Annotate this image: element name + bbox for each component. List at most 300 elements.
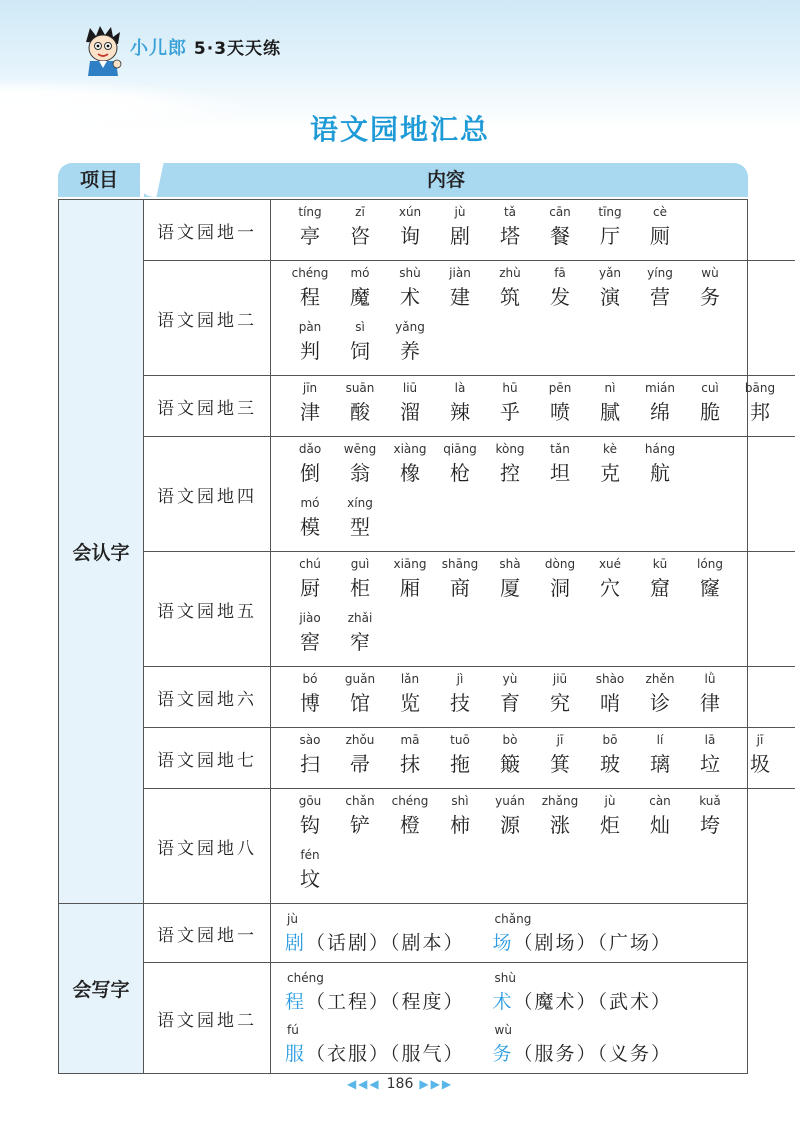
- page-arrows-right-icon: ▶▶▶: [419, 1077, 454, 1091]
- row-content: [271, 200, 795, 260]
- table-row: [144, 260, 795, 375]
- pinyin: lǜ: [704, 672, 716, 686]
- char-item: [285, 608, 335, 662]
- hanzi: 览: [400, 691, 420, 715]
- row-content: [271, 552, 795, 666]
- pinyin: mó: [300, 496, 320, 510]
- pinyin: lǎn: [400, 672, 420, 686]
- write-text: [285, 1039, 465, 1069]
- table-row: [144, 375, 795, 436]
- char-item: [435, 378, 485, 432]
- pinyin: jī: [756, 733, 764, 747]
- char-item: [335, 378, 385, 432]
- pinyin: fā: [554, 266, 566, 280]
- hanzi: 航: [650, 461, 670, 485]
- hanzi: 璃: [650, 752, 670, 776]
- char-item: [335, 730, 385, 784]
- hanzi: 律: [700, 691, 720, 715]
- char-item: [335, 317, 385, 371]
- row-label: 语文园地六: [144, 667, 271, 727]
- pinyin: bāng: [744, 381, 776, 395]
- pinyin: tīng: [598, 205, 622, 219]
- pinyin: lā: [704, 733, 716, 747]
- hanzi: 诊: [650, 691, 670, 715]
- pinyin: jiàn: [449, 266, 471, 280]
- pinyin: xiāng: [393, 557, 427, 571]
- hanzi: 辣: [450, 400, 470, 424]
- pinyin: mā: [400, 733, 420, 747]
- hanzi: 乎: [500, 400, 520, 424]
- section-body: [144, 200, 795, 903]
- brand-main: 小儿郎: [130, 38, 187, 59]
- char-item: [535, 669, 585, 723]
- hanzi: 柜: [350, 576, 370, 600]
- hanzi: 炬: [600, 813, 620, 837]
- write-char: 服: [285, 1043, 307, 1065]
- write-char: 场: [492, 932, 514, 954]
- header-content-label: 内容: [426, 169, 465, 191]
- pinyin: jì: [456, 672, 464, 686]
- char-line: [285, 608, 785, 662]
- hanzi: 酸: [350, 400, 370, 424]
- char-item: [285, 730, 335, 784]
- pinyin: jù: [454, 205, 466, 219]
- char-item: [585, 791, 635, 845]
- row-label: 语文园地四: [144, 437, 271, 551]
- example-words: （服务）（义务）: [513, 1043, 673, 1065]
- char-item: [635, 791, 685, 845]
- char-item: [485, 554, 535, 608]
- char-item: [285, 263, 335, 317]
- pinyin: xué: [598, 557, 622, 571]
- hanzi: 究: [550, 691, 570, 715]
- pinyin: yù: [502, 672, 518, 686]
- table-body: [58, 199, 776, 1074]
- hanzi: 扫: [300, 752, 320, 776]
- hanzi: 模: [300, 515, 320, 539]
- hanzi: 克: [600, 461, 620, 485]
- char-item: [285, 439, 335, 493]
- char-item: [385, 378, 435, 432]
- char-item: [635, 730, 685, 784]
- pinyin: yuán: [495, 794, 525, 808]
- char-item: [285, 669, 335, 723]
- pinyin: cuì: [701, 381, 719, 395]
- hanzi: 育: [500, 691, 520, 715]
- example-words: （剧场）（广场）: [513, 932, 673, 954]
- char-item: [535, 263, 585, 317]
- pinyin: zhǎng: [541, 794, 579, 808]
- pinyin: xiàng: [393, 442, 427, 456]
- hanzi: 魔: [350, 285, 370, 309]
- hanzi: 厦: [500, 576, 520, 600]
- row-content: [271, 667, 795, 727]
- hanzi: 技: [450, 691, 470, 715]
- row-label: 语文园地七: [144, 728, 271, 788]
- pinyin: chú: [299, 557, 321, 571]
- char-item: [585, 378, 635, 432]
- header-content: [144, 163, 748, 197]
- pinyin: yǎn: [598, 266, 622, 280]
- table-row: [144, 200, 795, 260]
- row-label: 语文园地二: [144, 261, 271, 375]
- section-recognize: [59, 199, 776, 903]
- pinyin: háng: [644, 442, 676, 456]
- pinyin: xíng: [347, 496, 373, 510]
- pinyin: kòng: [495, 442, 525, 456]
- hanzi: 倒: [300, 461, 320, 485]
- char-item: [285, 493, 335, 547]
- table-row: [144, 904, 747, 962]
- hanzi: 灿: [650, 813, 670, 837]
- pinyin: wù: [701, 266, 719, 280]
- write-line: [285, 906, 737, 958]
- pinyin: chǎn: [345, 794, 375, 808]
- hanzi: 厨: [300, 576, 320, 600]
- char-item: [335, 202, 385, 256]
- hanzi: 坦: [550, 461, 570, 485]
- char-item: [335, 554, 385, 608]
- pinyin: shù: [494, 971, 516, 985]
- row-content: [271, 437, 795, 551]
- char-item: [535, 439, 585, 493]
- char-line: [285, 554, 785, 608]
- pinyin: yíng: [647, 266, 673, 280]
- brand: [130, 34, 281, 60]
- brand-sub: 5·3天天练: [193, 39, 282, 59]
- pinyin: gōu: [298, 794, 322, 808]
- hanzi: 塔: [500, 224, 520, 248]
- char-item: [685, 554, 735, 608]
- char-item: [585, 730, 635, 784]
- row-label: 语文园地五: [144, 552, 271, 666]
- pinyin: jù: [604, 794, 616, 808]
- hanzi: 绵: [650, 400, 670, 424]
- pinyin: fén: [300, 848, 320, 862]
- char-item: [385, 669, 435, 723]
- write-text: [493, 928, 673, 958]
- char-item: [385, 554, 435, 608]
- char-item: [635, 202, 685, 256]
- write-text: [285, 928, 465, 958]
- char-item: [685, 263, 735, 317]
- hanzi: 涨: [550, 813, 570, 837]
- pinyin: shù: [399, 266, 421, 280]
- hanzi: 筑: [500, 285, 520, 309]
- char-item: [285, 791, 335, 845]
- row-content: [271, 789, 795, 903]
- pinyin: zī: [355, 205, 365, 219]
- char-item: [385, 439, 435, 493]
- char-item: [685, 378, 735, 432]
- pinyin: lí: [656, 733, 664, 747]
- hanzi: 钩: [300, 813, 320, 837]
- char-item: [285, 317, 335, 371]
- pinyin: guǎn: [344, 672, 376, 686]
- pinyin: hū: [502, 381, 518, 395]
- hanzi: 厅: [600, 224, 620, 248]
- char-item: [635, 554, 685, 608]
- pinyin: qiāng: [443, 442, 477, 456]
- hanzi: 演: [600, 285, 620, 309]
- hanzi: 厕: [650, 224, 670, 248]
- write-entry: [493, 910, 673, 958]
- pinyin: lóng: [697, 557, 723, 571]
- pinyin: xún: [398, 205, 422, 219]
- hanzi: 商: [450, 576, 470, 600]
- row-content: [271, 261, 795, 375]
- hanzi: 窿: [700, 576, 720, 600]
- pinyin: jiū: [552, 672, 568, 686]
- hanzi: 窖: [300, 630, 320, 654]
- hanzi: 津: [300, 400, 320, 424]
- header-item: 项目: [58, 163, 140, 197]
- pinyin: mián: [645, 381, 675, 395]
- table-row: [144, 788, 795, 903]
- char-item: [285, 202, 335, 256]
- pinyin: tuō: [450, 733, 470, 747]
- pinyin: dòng: [544, 557, 576, 571]
- char-item: [635, 669, 685, 723]
- char-line: [285, 669, 785, 723]
- char-item: [435, 791, 485, 845]
- hanzi: 穴: [600, 576, 620, 600]
- table-row: [144, 551, 795, 666]
- hanzi: 坟: [300, 867, 320, 891]
- char-item: [385, 263, 435, 317]
- hanzi: 型: [350, 515, 370, 539]
- char-line: [285, 378, 785, 432]
- page-title: 语文园地汇总: [309, 113, 490, 146]
- write-entry: [285, 969, 465, 1017]
- char-line: [285, 263, 785, 317]
- pinyin: yǎng: [395, 320, 425, 334]
- hanzi: 脆: [700, 400, 720, 424]
- char-item: [535, 202, 585, 256]
- char-item: [485, 439, 535, 493]
- row-label: 语文园地三: [144, 376, 271, 436]
- char-item: [685, 669, 735, 723]
- pinyin: wēng: [343, 442, 377, 456]
- hanzi: 邦: [750, 400, 770, 424]
- example-words: （工程）（程度）: [306, 991, 465, 1013]
- pinyin: bó: [302, 672, 318, 686]
- hanzi: 养: [400, 339, 420, 363]
- char-item: [585, 669, 635, 723]
- mascot-boy-icon: [80, 24, 126, 76]
- pinyin: chǎng: [494, 912, 532, 926]
- row-content: [271, 904, 747, 962]
- pinyin: bō: [602, 733, 618, 747]
- hanzi: 翁: [350, 461, 370, 485]
- hanzi: 博: [300, 691, 320, 715]
- hanzi: 发: [550, 285, 570, 309]
- hanzi: 程: [300, 285, 320, 309]
- page-number-value: 186: [386, 1076, 414, 1092]
- hanzi: 溜: [400, 400, 420, 424]
- pinyin: shà: [499, 557, 521, 571]
- pinyin: jù: [287, 912, 298, 926]
- pinyin: càn: [649, 794, 671, 808]
- hanzi: 厢: [400, 576, 420, 600]
- hanzi: 哨: [600, 691, 620, 715]
- char-line: [285, 202, 785, 256]
- write-entry: [493, 1021, 673, 1069]
- char-item: [585, 202, 635, 256]
- pinyin: chéng: [291, 266, 329, 280]
- pinyin: pēn: [548, 381, 572, 395]
- char-item: [385, 730, 435, 784]
- pinyin: pàn: [298, 320, 322, 334]
- char-item: [485, 378, 535, 432]
- hanzi: 枪: [450, 461, 470, 485]
- hanzi: 拖: [450, 752, 470, 776]
- char-item: [635, 378, 685, 432]
- char-item: [335, 608, 385, 662]
- pinyin: shào: [595, 672, 625, 686]
- pinyin: mó: [350, 266, 370, 280]
- char-item: [385, 317, 435, 371]
- write-text: [493, 1039, 673, 1069]
- hanzi: 橡: [400, 461, 420, 485]
- example-words: （话剧）（剧本）: [306, 932, 465, 954]
- char-item: [335, 669, 385, 723]
- char-item: [435, 554, 485, 608]
- pinyin: cān: [549, 205, 571, 219]
- hanzi: 建: [450, 285, 470, 309]
- hanzi: 垮: [700, 813, 720, 837]
- row-label: 语文园地八: [144, 789, 271, 903]
- write-text: [285, 987, 465, 1017]
- pinyin: guì: [350, 557, 370, 571]
- char-line: [285, 317, 785, 371]
- char-item: [485, 730, 535, 784]
- pinyin: bò: [502, 733, 518, 747]
- char-item: [585, 263, 635, 317]
- write-char: 术: [492, 991, 514, 1013]
- hanzi: 窟: [650, 576, 670, 600]
- hanzi: 源: [500, 813, 520, 837]
- char-item: [485, 669, 535, 723]
- pinyin: zhù: [499, 266, 521, 280]
- write-entry: [493, 969, 673, 1017]
- hanzi: 营: [650, 285, 670, 309]
- pinyin: kū: [652, 557, 668, 571]
- page-arrows-left-icon: ◀◀◀: [346, 1077, 381, 1091]
- pinyin: chéng: [287, 971, 324, 985]
- pinyin: zhǒu: [345, 733, 375, 747]
- row-content: [271, 963, 747, 1073]
- hanzi: 询: [400, 224, 420, 248]
- table-row: [144, 666, 795, 727]
- write-line: [285, 965, 737, 1017]
- pinyin: sì: [355, 320, 365, 334]
- write-entry: [285, 1021, 465, 1069]
- pinyin: jīn: [302, 381, 318, 395]
- pinyin: cè: [653, 205, 667, 219]
- hanzi: 腻: [600, 400, 620, 424]
- section-label: 会写字: [59, 904, 144, 1073]
- section-label: 会认字: [59, 200, 144, 903]
- char-line: [285, 493, 785, 547]
- hanzi: 亭: [300, 224, 320, 248]
- row-label: 语文园地一: [144, 904, 271, 962]
- pinyin: suān: [345, 381, 375, 395]
- char-item: [485, 791, 535, 845]
- hanzi: 餐: [550, 224, 570, 248]
- pinyin: jiào: [299, 611, 321, 625]
- char-item: [485, 202, 535, 256]
- hanzi: 术: [400, 285, 420, 309]
- example-words: （魔术）（武术）: [513, 991, 673, 1013]
- char-item: [635, 439, 685, 493]
- write-entry: [285, 910, 465, 958]
- char-item: [685, 791, 735, 845]
- char-item: [335, 791, 385, 845]
- pinyin: liū: [402, 381, 418, 395]
- section-body: [144, 904, 747, 1073]
- hanzi: 箕: [550, 752, 570, 776]
- char-item: [735, 378, 785, 432]
- hanzi: 剧: [450, 224, 470, 248]
- hanzi: 务: [700, 285, 720, 309]
- row-content: [271, 728, 795, 788]
- hanzi: 橙: [400, 813, 420, 837]
- char-item: [685, 730, 735, 784]
- char-item: [335, 263, 385, 317]
- section-write: [59, 903, 747, 1073]
- char-item: [535, 791, 585, 845]
- char-item: [485, 263, 535, 317]
- char-item: [285, 378, 335, 432]
- hanzi: 抹: [400, 752, 420, 776]
- hanzi: 饲: [350, 339, 370, 363]
- pinyin: shì: [451, 794, 469, 808]
- example-words: （衣服）（服气）: [306, 1043, 465, 1065]
- char-item: [535, 730, 585, 784]
- hanzi: 判: [300, 339, 320, 363]
- pinyin: tǎ: [503, 205, 517, 219]
- hanzi: 垃: [700, 752, 720, 776]
- hanzi: 铲: [350, 813, 370, 837]
- char-item: [335, 493, 385, 547]
- write-line: [285, 1017, 737, 1069]
- char-item: [585, 554, 635, 608]
- pinyin: tíng: [298, 205, 322, 219]
- char-item: [385, 202, 435, 256]
- pinyin: tǎn: [550, 442, 570, 456]
- pinyin: dǎo: [298, 442, 322, 456]
- row-label: 语文园地一: [144, 200, 271, 260]
- char-line: [285, 439, 785, 493]
- pinyin: là: [454, 381, 466, 395]
- char-item: [535, 554, 585, 608]
- char-item: [735, 730, 785, 784]
- pinyin: wù: [494, 1023, 512, 1037]
- table-row: [144, 436, 795, 551]
- summary-table: [58, 163, 776, 1065]
- write-char: 务: [492, 1043, 514, 1065]
- write-char: 程: [285, 991, 307, 1013]
- hanzi: 簸: [500, 752, 520, 776]
- hanzi: 柿: [450, 813, 470, 837]
- hanzi: 馆: [350, 691, 370, 715]
- write-text: [493, 987, 673, 1017]
- char-item: [585, 439, 635, 493]
- pinyin: chéng: [391, 794, 429, 808]
- pinyin: zhǎi: [347, 611, 373, 625]
- pinyin: shāng: [441, 557, 479, 571]
